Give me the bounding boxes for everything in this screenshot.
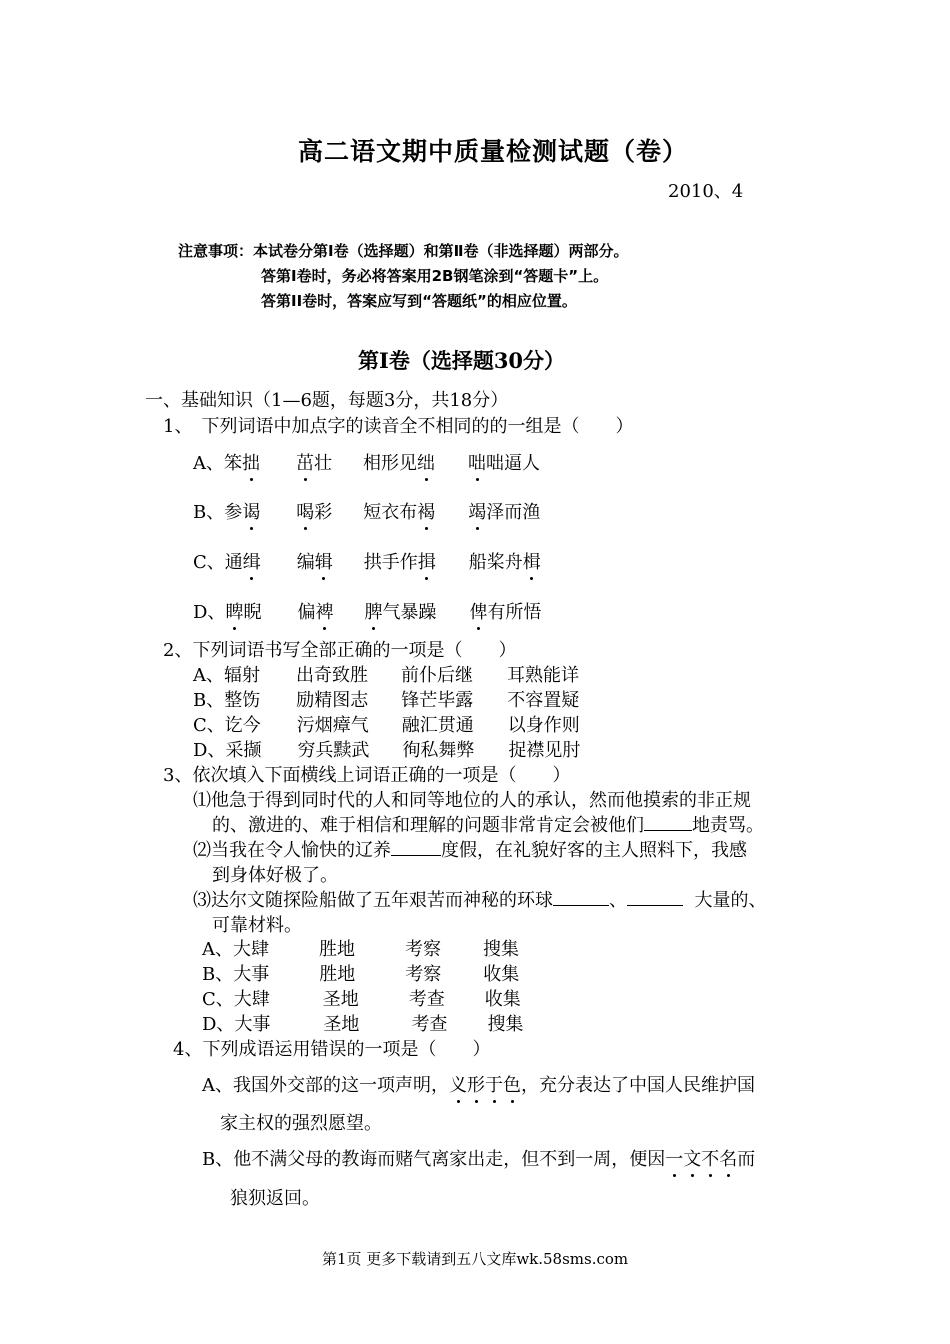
page-title: 高二语文期中质量检测试题（卷）	[298, 137, 689, 166]
q4-option-a-line-1: A、我国外交部的这一项声明，义形于色，充分表达了中国人民维护国	[202, 1071, 755, 1097]
notice-line-1: 注意事项：本试卷分第Ⅰ卷（选择题）和第Ⅱ卷（非选择题）两部分。	[178, 242, 629, 260]
exam-date: 2010、4	[668, 181, 744, 202]
q1-option-a	[193, 449, 540, 475]
answer-blank	[391, 837, 441, 856]
q3-sentence-1-line-1: ⑴他急于得到同时代的人和同等地位的人的承认，然而他摸索的非正规	[193, 790, 751, 811]
q2-option-b: B、整饬 励精图志 锋芒毕露 不容置疑	[193, 690, 580, 711]
answer-blank	[627, 887, 683, 906]
q3-sentence-3-line-1: ⑶达尔文随探险船做了五年艰苦而神秘的环球 、 大量的、	[193, 886, 766, 912]
option-word: 偏裨	[297, 598, 364, 624]
question-3-stem: 3、依次填入下面横线上词语正确的一项是（ ）	[163, 765, 571, 786]
q3-sentence-3-line-2: 可靠材料。	[212, 915, 302, 936]
q4-option-a-line-2: 家主权的强烈愿望。	[220, 1113, 382, 1134]
q3-option-b: B、大事 胜地 考察 收集	[202, 964, 520, 985]
answer-blank	[553, 887, 609, 906]
q3-sentence-1-line-2: 的、激进的、难于相信和理解的问题非常肯定会被他们 地责骂。	[212, 811, 764, 837]
option-word: 短衣布褐	[363, 498, 468, 524]
q3-option-d: D、大事 圣地 考查 搜集	[202, 1014, 524, 1035]
option-word: 咄咄逼人	[468, 449, 540, 475]
q2-option-d: D、采撷 穷兵黩武 徇私舞弊 捉襟见肘	[193, 740, 581, 761]
q3-option-c: C、大肆 圣地 考查 收集	[202, 989, 521, 1010]
option-word: 脾气暴躁	[364, 598, 469, 624]
option-word: 睥睨	[225, 598, 297, 624]
option-word: 笨拙	[224, 449, 296, 475]
option-label: A、	[193, 453, 224, 474]
option-word: 编辑	[297, 548, 364, 574]
option-label: D、	[193, 602, 226, 623]
question-2-stem: 2、下列词语书写全部正确的一项是（ ）	[163, 640, 517, 661]
notice-line-2: 答第Ⅰ卷时，务必将答案用2B钢笔涂到“答题卡”上。	[261, 267, 609, 285]
q3-sentence-2-line-2: 到身体好极了。	[212, 865, 338, 886]
q2-option-a: A、辐射 出奇致胜 前仆后继 耳熟能详	[193, 665, 579, 686]
q3-option-a: A、大肆 胜地 考察 搜集	[202, 939, 519, 960]
option-word: 拱手作揖	[364, 548, 469, 574]
option-word: 船桨舟楫	[469, 548, 541, 574]
question-4-stem: 4、下列成语运用错误的一项是（ ）	[173, 1039, 491, 1060]
answer-blank	[644, 812, 692, 831]
option-word: 喝彩	[296, 498, 363, 524]
q1-option-b	[193, 498, 540, 524]
option-word: 参谒	[224, 498, 296, 524]
option-label: B、	[193, 502, 225, 523]
option-word: 茁壮	[296, 449, 363, 475]
q3-sentence-2-line-1: ⑵当我在令人愉快的辽养 度假，在礼貌好客的主人照料下，我感	[193, 836, 747, 862]
question-1-stem: 1、 下列词语中加点字的读音全不相同的的一组是（ ）	[163, 416, 634, 437]
option-word: 相形见绌	[363, 449, 468, 475]
q1-option-d	[193, 598, 541, 624]
page-footer: 第1页 更多下载请到五八文库wk.58sms.com	[322, 1250, 629, 1268]
option-label: C、	[193, 552, 225, 573]
part-heading: 一、基础知识（1—6题，每题3分，共18分）	[145, 390, 509, 411]
option-word: 竭泽而渔	[468, 498, 540, 524]
q4-option-b-line-1: B、他不满父母的教诲而赌气离家出走，但不到一周，便因一文不名而	[202, 1145, 755, 1171]
section-title: 第Ⅰ卷（选择题30分）	[358, 348, 566, 373]
q4-option-b-line-2: 狼狈返回。	[230, 1188, 320, 1209]
q1-option-c	[193, 548, 541, 574]
option-word: 俾有所悟	[469, 598, 541, 624]
option-word: 通缉	[225, 548, 297, 574]
notice-line-3: 答第ⅠI卷时，答案应写到“答题纸”的相应位置。	[261, 292, 577, 310]
q2-option-c: C、讫今 污烟瘴气 融汇贯通 以身作则	[193, 715, 580, 736]
